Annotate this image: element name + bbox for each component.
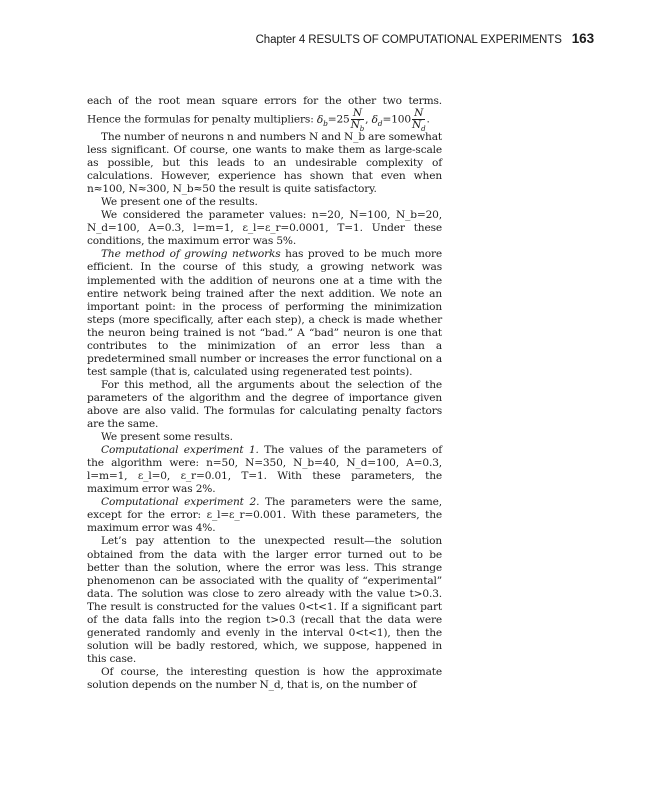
chapter-title <box>256 34 562 46</box>
fraction-d <box>411 107 426 134</box>
paragraph-9 <box>87 496 442 535</box>
fraction-d-sub: d <box>421 125 426 134</box>
running-head <box>256 31 594 46</box>
delta-b-symbol: $\delta_b$ <box>316 113 328 128</box>
chapter-label: Chapter 4 <box>255 34 306 46</box>
paragraph-8 <box>87 444 442 496</box>
fraction-d-numerator: N <box>414 107 424 119</box>
p8-emphasis: Computational experiment 1. <box>101 444 259 457</box>
p5-text: has proved to be much more efficient. In the course of this study, a growing network was implemented with the addition of neurons one at a time with the entire network being trained after the next addition. We note an important point: in the process of performing the minimization steps (more specifically, after each step), a check is made whether the neuron being trained is not “bad.” A “bad” neuron is one that contributes to the minimization of an error less than a predetermined small number or increases the error functional on a test sample (that is, calculated using regenerated test points). <box>87 248 442 378</box>
fraction-d-denominator: $N_d$ <box>411 119 426 134</box>
paragraph-4: We considered the parameter values: n=20, N=100, N_b=20, N_d=100, A=0.3, l=m=1, ε_l=ε_r=0.0001, T=1. Under these conditions, the maximum error was 5%. <box>87 209 442 248</box>
fraction-b-denominator: $N_b$ <box>350 119 365 134</box>
p5-emphasis: The method of growing networks <box>101 248 281 261</box>
paragraph-10: Let’s pay attention to the unexpected result—the solution obtained from the data with the larger error turned out to be better than the solution, where the error was less. This strange phenomenon can be associated with the quality of “experimental” data. The solution was close to zero already with the value t>0.3. The result is constructed for the values 0<t<1. If a significant part of the data falls into the region t>0.3 (recall that the data were generated randomly and evenly in the interval 0<t<1), then the solution will be badly restored, which, we suppose, happened in this case. <box>87 535 442 665</box>
delta-d-coef: 100 <box>391 113 411 126</box>
paragraph-1: each of the root mean square errors for the other two terms. Hence the formulas for penalty multipliers: $\delta_b=25$ $\frac{N}{N_b}$ , $\delta_d=100$ $\frac{N}{N_d}$ . <box>87 95 442 134</box>
p8-text: The values of the parameters of the algorithm were: n=50, N=350, N_b=40, N_d=100, A=0.3, l=m=1, ε_l=0, ε_r=0.01, T=1. With these parameters, the maximum error was 2%. <box>87 444 442 496</box>
p9-emphasis: Computational experiment 2. <box>101 496 260 509</box>
paragraph-11: Of course, the interesting question is how the approximate solution depends on the number N_d, that is, on the number of <box>87 665 442 691</box>
fraction-b-numerator: N <box>352 107 362 119</box>
body-text <box>87 95 442 692</box>
delta-d-symbol: $\delta_d$ <box>371 113 383 128</box>
paragraph-7: We present some results. <box>101 431 233 444</box>
paragraph-6: For this method, all the arguments about the selection of the parameters of the algorithm and the degree of importance given above are also valid. The formulas for calculating penalty factors are the same. <box>87 378 442 431</box>
fraction-b <box>350 107 365 134</box>
paragraph-5 <box>87 248 442 378</box>
p1-text: each of the root mean square errors for the other two terms. Hence the formulas for penalty multipliers: <box>87 95 442 126</box>
page-number: 163 <box>571 31 594 46</box>
p9-text: The parameters were the same, except for the error: ε_l=ε_r=0.001. With these parameters, the maximum error was 4%. <box>87 496 442 535</box>
chapter-name: RESULTS OF COMPUTATIONAL EXPERIMENTS <box>308 34 562 46</box>
fraction-b-sub: b <box>359 125 365 134</box>
paragraph-2: The number of neurons n and numbers N and N_b are somewhat less significant. Of course, one wants to make them as large-scale as possible, but this leads to an undesirable complexity of calculations. However, experience has shown that even when n≈100, N≈300, N_b≈50 the result is quite satisfactory. <box>87 131 442 196</box>
delta-b-coef: 25 <box>336 113 350 126</box>
paragraph-3: We present one of the results. <box>101 196 258 209</box>
